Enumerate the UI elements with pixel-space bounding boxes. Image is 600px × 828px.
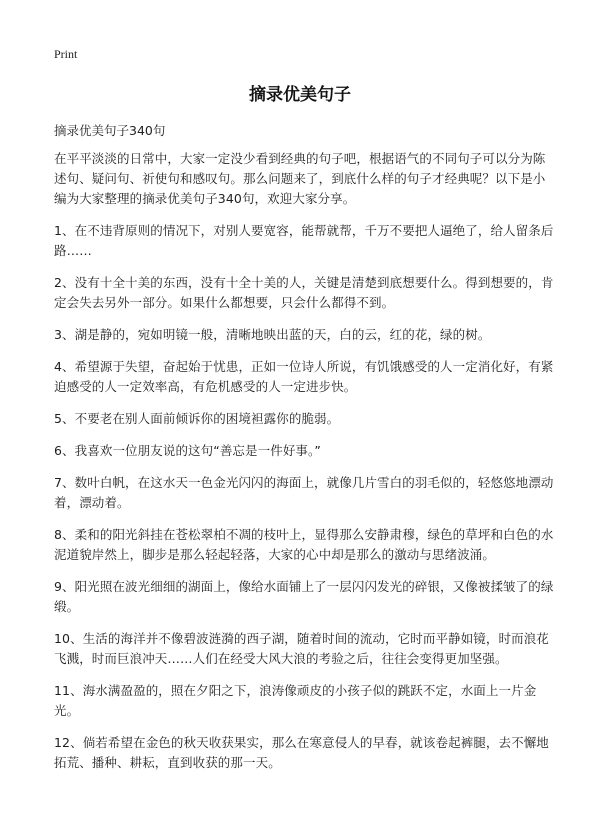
document-subtitle: 摘录优美句子340句 — [54, 123, 166, 138]
sentence-item-5: 5、不要老在别人面前倾诉你的困境袒露你的脆弱。 — [54, 411, 340, 426]
sentence-item-7: 7、数叶白帆，在这水天一色金光闪闪的海面上，就像几片雪白的羽毛似的，轻悠悠地漂动着，漂动着。 — [54, 475, 554, 510]
sentence-item-6: 6、我喜欢一位朋友说的这句“善忘是一件好事。” — [54, 443, 321, 458]
sentence-item-10: 10、生活的海洋并不像碧波涟漪的西子湖，随着时间的流动，它时而平静如镜，时而浪花飞溅，时而巨浪冲天……人们在经受大风大浪的考验之后，往往会变得更加坚强。 — [54, 631, 549, 666]
sentence-item-8: 8、柔和的阳光斜挂在苍松翠柏不凋的枝叶上，显得那么安静肃穆，绿色的草坪和白色的水泥道貌岸然上，脚步是那么轻起轻落，大家的心中却是那么的激动与思绪波涌。 — [54, 527, 554, 562]
intro-paragraph: 在平平淡淡的日常中，大家一定没少看到经典的句子吧，根据语气的不同句子可以分为陈述句、疑问句、祈使句和感叹句。那么问题来了，到底什么样的句子才经典呢？以下是小编为大家整理的摘录优美句子340句，欢迎大家分享。 — [54, 151, 546, 206]
print-link[interactable]: Print — [54, 47, 78, 61]
sentence-item-12: 12、倘若希望在金色的秋天收获果实，那么在寒意侵人的早春，就该卷起裤腿，去不懈地拓荒、播种、耕耘，直到收获的那一天。 — [54, 735, 549, 770]
sentence-item-2: 2、没有十全十美的东西，没有十全十美的人，关键是清楚到底想要什么。得到想要的，肯定会失去另外一部分。如果什么都想要，只会什么都得不到。 — [54, 275, 554, 310]
sentence-item-9: 9、阳光照在波光细细的湖面上，像给水面铺上了一层闪闪发光的碎银，又像被揉皱了的绿缎。 — [54, 579, 554, 614]
sentence-item-1: 1、在不违背原则的情况下，对别人要宽容，能帮就帮，千万不要把人逼绝了，给人留条后路…… — [54, 223, 554, 258]
sentence-item-4: 4、希望源于失望，奋起始于忧患，正如一位诗人所说，有饥饿感受的人一定消化好，有紧迫感受的人一定效率高，有危机感受的人一定进步快。 — [54, 359, 554, 394]
article-body — [54, 149, 554, 785]
sentence-item-11: 11、海水满盈盈的，照在夕阳之下，浪涛像顽皮的小孩子似的跳跃不定，水面上一片金光。 — [54, 683, 537, 718]
sentence-item-3: 3、湖是静的，宛如明镜一般，清晰地映出蓝的天，白的云，红的花，绿的树。 — [54, 327, 491, 342]
page-title: 摘录优美句子 — [249, 85, 351, 105]
